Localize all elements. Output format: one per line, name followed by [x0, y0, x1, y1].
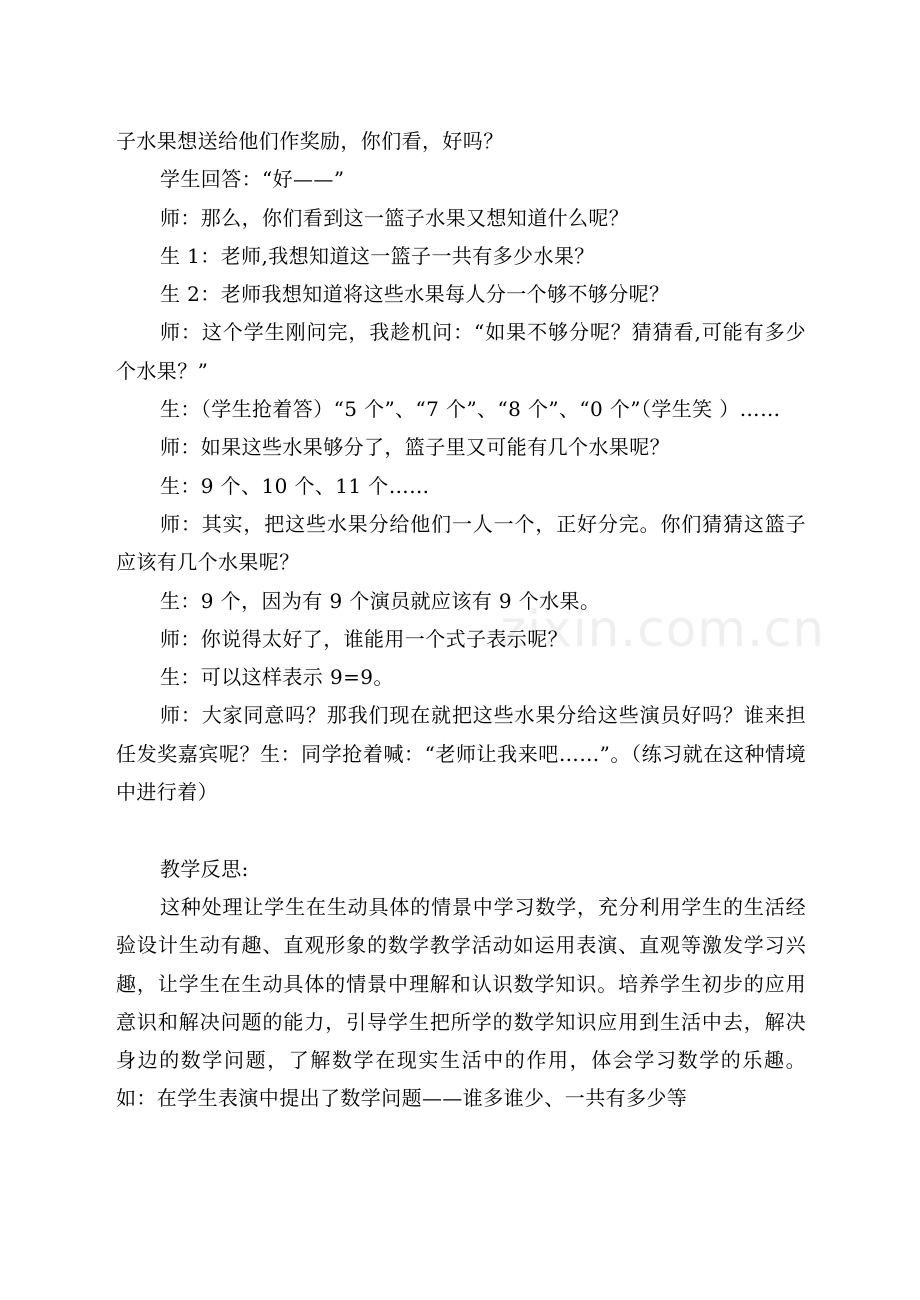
paragraph-10: 师：其实，把这些水果分给他们一人一个，正好分完。你们猜猜这篮子应该有几个水果呢？ [116, 511, 806, 575]
paragraph-8: 师：如果这些水果够分了，篮子里又可能有几个水果呢？ [160, 435, 670, 460]
section-title: 教学反思: [160, 856, 249, 881]
paragraph-6: 师：这个学生刚问完，我趁机问：“如果不够分呢？猜猜看,可能有多少个水果？” [116, 320, 806, 383]
paragraph-9: 生：9 个、10 个、11 个…… [160, 473, 430, 498]
reflection-paragraph: 这种处理让学生在生动具体的情景中学习数学，充分利用学生的生活经验设计生动有趣、直观形象的数学教学活动如运用表演、直观等激发学习兴趣，让学生在生动具体的情景中理解和认识数学知识。培养学生初步的应用意识和解决问题的能力，引导学生把所学的数学知识应用到生活中去，解决身边的数学问题，了解数学在现实生活中的作用，体会学习数学的乐趣。如：在学生表演中提出了数学问题——谁多谁少、一共有多少等 [116, 894, 806, 1111]
paragraph-12: 师：你说得太好了，谁能用一个式子表示呢？ [160, 626, 568, 651]
paragraph-4: 生 1：老师,我想知道这一篮子一共有多少水果？ [160, 243, 595, 268]
paragraph-7: 生：（学生抢着答）“5 个”、“7 个”、“8 个”、“0 个”（学生笑 ）…… [160, 397, 781, 422]
paragraph-14: 师：大家同意吗？那我们现在就把这些水果分给这些演员好吗？谁来担任发奖嘉宾呢？生：同学抢着喊：“老师让我来吧……”。（练习就在这种情境中进行着） [116, 703, 806, 805]
paragraph-1: 子水果想送给他们作奖励，你们看，好吗？ [116, 129, 504, 153]
watermark: zixin.com.cn [500, 600, 826, 658]
paragraph-5: 生 2：老师我想知道将这些水果每人分一个够不够分呢？ [160, 282, 670, 307]
paragraph-13: 生：可以这样表示 9=9。 [160, 665, 394, 690]
paragraph-2: 学生回答：“好——” [160, 167, 345, 192]
paragraph-3: 师：那么，你们看到这一篮子水果又想知道什么呢？ [160, 205, 630, 230]
document-page [116, 122, 806, 1118]
paragraph-11: 生：9 个，因为有 9 个演员就应该有 9 个水果。 [160, 588, 601, 613]
blank-line [116, 811, 806, 849]
